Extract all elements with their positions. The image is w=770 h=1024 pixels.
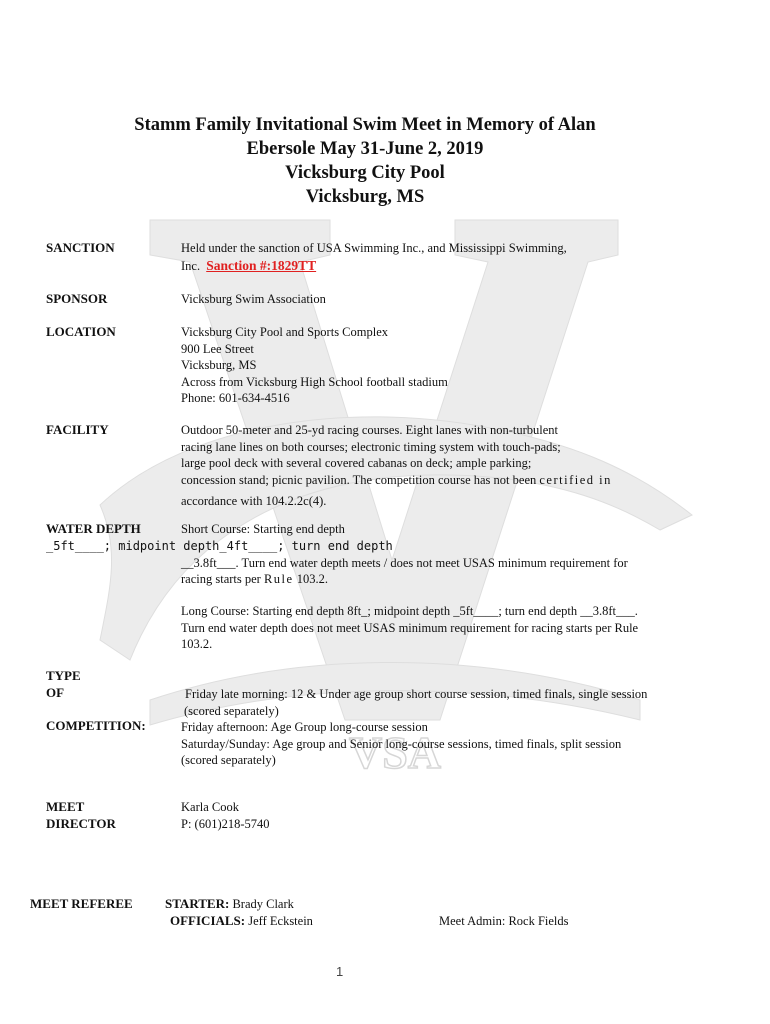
short-course-line-4 [181, 571, 328, 588]
facility-line: accordance with 104.2.2c(4). [181, 494, 327, 508]
title-line-3: Vicksburg City Pool [285, 163, 445, 183]
sanction-label: SANCTION [46, 240, 115, 255]
title-line-2: Ebersole May 31-June 2, 2019 [246, 139, 484, 159]
facility-line [181, 472, 612, 489]
facility-line-certified: certified in [539, 472, 612, 487]
long-course-line: Long Course: Starting end depth 8ft_; midpoint depth _5ft____; turn end depth __3.8ft___. [181, 604, 638, 618]
starter-name: Brady Clark [232, 897, 294, 911]
director-name: Karla Cook [181, 800, 239, 814]
officials-name: Jeff Eckstein [248, 914, 313, 928]
facility-line-text: concession stand; picnic pavilion. The competition course has not been [181, 472, 537, 487]
starter-label: STARTER: [165, 896, 230, 911]
location-line: Vicksburg, MS [181, 358, 257, 372]
competition-line: Saturday/Sunday: Age group and Senior long-course sessions, timed finals, split session [181, 736, 622, 751]
competition-label-type: TYPE [46, 668, 81, 683]
facility-line: Outdoor 50-meter and 25-yd racing courses. Eight lanes with non-turbulent [181, 423, 558, 437]
competition-line: Friday late morning: 12 & Under age group short course session, timed finals, single session [185, 687, 648, 701]
document-title [80, 113, 650, 209]
location-lines [181, 324, 448, 407]
officials-label: OFFICIALS: [170, 913, 246, 928]
sanction-inc: Inc. [181, 259, 201, 273]
sanction-line-1: Held under the sanction of USA Swimming Inc., and Mississippi Swimming, [181, 241, 567, 255]
sanction-number: Sanction #:1829TT [206, 258, 317, 273]
sponsor-label: SPONSOR [46, 291, 108, 306]
short-course-line-4a: racing starts per [181, 572, 261, 586]
short-course-line-1: Short Course: Starting end depth [181, 522, 345, 536]
facility-line: racing lane lines on both courses; electronic timing system with touch-pads; [181, 439, 561, 454]
location-line: Phone: 601-634-4516 [181, 391, 290, 405]
starter-row [165, 896, 294, 913]
long-course-line: 103.2. [181, 637, 213, 651]
meet-admin: Meet Admin: Rock Fields [439, 914, 569, 928]
competition-label-of: OF [46, 685, 65, 700]
competition-label-competition: COMPETITION: [46, 718, 146, 733]
watermark-text: VSA [348, 727, 442, 778]
referee-label: MEET REFEREE [30, 896, 133, 911]
short-course-line-4b: Rule [263, 572, 294, 586]
director-phone: P: (601)218-5740 [181, 817, 270, 831]
facility-lines [181, 422, 612, 510]
competition-line: (scored separately) [181, 753, 276, 767]
location-line: Across from Vicksburg High School football stadium [181, 374, 448, 389]
facility-line: large pool deck with several covered cabanas on deck; ample parking; [181, 456, 532, 470]
water-depth-label: WATER DEPTH [46, 521, 141, 536]
location-line: 900 Lee Street [181, 341, 254, 356]
title-line-1: Stamm Family Invitational Swim Meet in Memory of Alan [134, 115, 596, 135]
long-course-line: Turn end water depth does not meet USAS minimum requirement for racing starts per Rule [181, 620, 639, 635]
director-label-director: DIRECTOR [46, 816, 116, 831]
competition-line: (scored separately) [184, 703, 279, 718]
short-course-line-2: _5ft____; midpoint depth_4ft____; turn end depth [46, 539, 393, 553]
long-course-lines [181, 603, 638, 653]
sponsor-value: Vicksburg Swim Association [181, 292, 326, 306]
director-label-meet: MEET [46, 799, 85, 814]
competition-line: Friday afternoon: Age Group long-course session [181, 720, 428, 734]
location-line: Vicksburg City Pool and Sports Complex [181, 325, 389, 339]
officials-row [170, 913, 313, 930]
location-label: LOCATION [46, 324, 116, 339]
competition-lines [181, 686, 647, 769]
sanction-line-2 [181, 258, 316, 275]
short-course-line-4c: 103.2. [296, 572, 328, 586]
facility-label: FACILITY [46, 422, 109, 437]
title-line-4: Vicksburg, MS [305, 187, 425, 207]
short-course-line-3: __3.8ft___. Turn end water depth meets / does not meet USAS minimum requirement for [181, 556, 628, 570]
page-number: 1 [336, 964, 344, 979]
